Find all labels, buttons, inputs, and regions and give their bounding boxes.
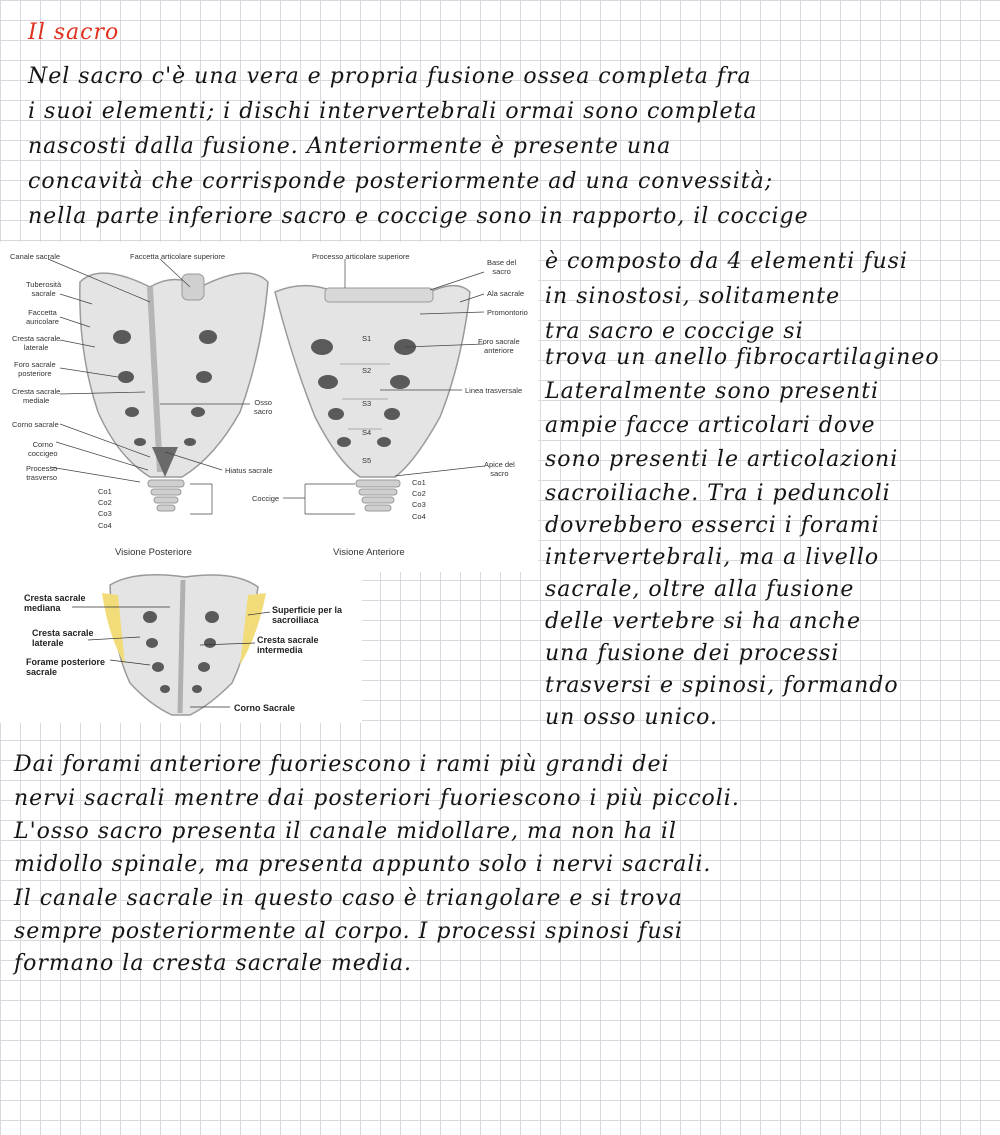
label-co2: Co2 [98,498,112,507]
posterior-sacrum-drawing [80,273,268,511]
label-cresta-laterale-lower: Cresta sacrale laterale [32,628,94,648]
text-line: Lateralmente sono presenti [545,379,880,404]
anterior-sacrum-drawing [275,286,470,511]
text-line: Dai forami anteriore fuoriescono i rami più grandi dei [14,752,670,777]
label-osso-sacro: Osso sacro [254,398,273,416]
label-base-sacro: Base del sacro [487,258,517,276]
label-promontorio: Promontorio [487,308,528,317]
label-superficie-sacroiliaca: Superficie per la sacroiliaca [272,605,343,625]
label-foro-anteriore: Foro sacrale anteriore [478,337,520,355]
text-line: nervi sacrali mentre dai posteriori fuoriescono i più piccoli. [14,786,740,811]
label-co1-ant: Co1 [412,478,426,487]
label-ala-sacrale: Ala sacrale [487,289,525,298]
label-co1: Co1 [98,487,112,496]
label-cresta-mediana: Cresta sacrale mediana [24,593,86,613]
label-foro-posteriore: Foro sacrale posteriore [14,360,56,378]
label-canale-sacrale: Canale sacrale [10,252,61,261]
caption-anterior: Visione Anteriore [333,547,405,558]
text-line: una fusione dei processi [545,641,840,666]
text-line: un osso unico. [545,705,718,730]
label-s1: S1 [362,334,372,343]
text-line: formano la cresta sacrale media. [14,951,413,976]
text-line: dovrebbero esserci i forami [545,513,880,538]
label-co2-ant: Co2 [412,489,426,498]
sacrum-figure [0,242,538,572]
text-line: ampie facce articolari dove [545,413,876,438]
label-co3: Co3 [98,509,112,518]
label-co4: Co4 [98,521,112,530]
label-corno-coccigeo: Corno coccigeo [28,440,58,458]
label-corno-sacrale-lower: Corno Sacrale [234,703,296,713]
text-line: sacrale, oltre alla fusione [545,577,855,602]
text-line: Il canale sacrale in questo caso è triangolare e si trova [14,886,683,911]
text-line: sempre posteriormente al corpo. I processi spinosi fusi [14,919,683,944]
label-s4: S4 [362,428,372,437]
label-co4-ant: Co4 [412,512,426,521]
label-s2: S2 [362,366,372,375]
text-line: trova un anello fibrocartilagineo [545,345,940,370]
label-linea-trasversale: Linea trasversale [465,386,523,395]
label-cresta-intermedia: Cresta sacrale intermedia [257,635,319,655]
text-line: sono presenti le articolazioni [545,447,899,472]
text-line: midollo spinale, ma presenta appunto solo i nervi sacrali. [14,852,712,877]
label-s3: S3 [362,399,372,408]
label-processo-articolare: Processo articolare superiore [312,252,410,261]
text-line: nascosti dalla fusione. Anteriormente è presente una [28,134,672,159]
label-co3-ant: Co3 [412,500,426,509]
label-hiatus: Hiatus sacrale [225,466,273,475]
label-forame-posteriore: Forame posteriore sacrale [26,657,106,677]
label-tuberosita: Tuberosità sacrale [26,280,62,298]
label-corno-sacrale: Corno sacrale [12,420,59,429]
label-processo-trasverso: Processo trasverso [26,464,58,482]
label-cresta-laterale: Cresta sacrale laterale [12,334,61,352]
label-apice: Apice del sacro [484,460,515,478]
label-coccige: Coccige [252,494,280,503]
text-line: tra sacro e coccige si [545,319,804,344]
text-line: Nel sacro c'è una vera e propria fusione ossea completa fra [28,64,752,89]
text-line: L'osso sacro presenta il canale midollare, ma non ha il [14,819,677,844]
page-title: Il sacro [28,20,120,45]
text-line: sacroiliache. Tra i peduncoli [545,481,891,506]
text-line: concavità che corrisponde posteriormente ad una convessità; [28,169,774,194]
text-line: è composto da 4 elementi fusi [545,249,908,274]
label-faccetta-articolare: Faccetta articolare superiore [130,252,226,261]
text-line: trasversi e spinosi, formando [545,673,899,698]
text-line: delle vertebre si ha anche [545,609,862,634]
label-faccetta-auricolare: Faccetta auricolare [26,308,59,326]
text-line: intervertebrali, ma a livello [545,545,880,570]
text-line: i suoi elementi; i dischi intervertebrali ormai sono completa [28,99,758,124]
text-line: nella parte inferiore sacro e coccige sono in rapporto, il coccige [28,204,809,229]
text-line: in sinostosi, solitamente [545,284,841,309]
sacrum-posterior-detail-figure [0,565,362,723]
caption-posterior: Visione Posteriore [115,547,192,558]
label-s5: S5 [362,456,372,465]
label-cresta-mediale: Cresta sacrale mediale [12,387,61,405]
